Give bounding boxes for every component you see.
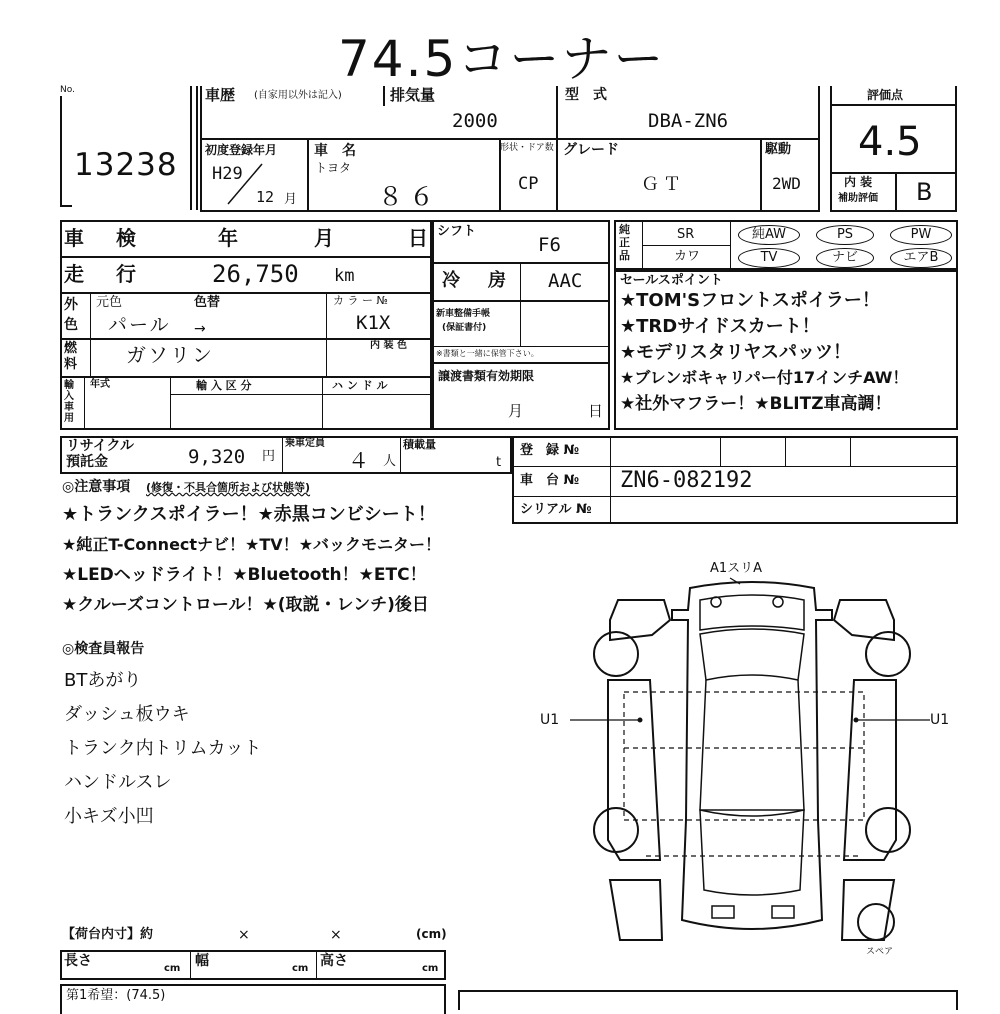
inspection-label: 車 検	[64, 226, 142, 250]
first-reg-month: 12	[256, 188, 275, 206]
inspector-line: BTあがり	[64, 670, 142, 691]
reg-no-label: 登 録 №	[520, 443, 580, 458]
sales-line: ★TRDサイドスカート！	[620, 316, 820, 337]
cargo-times: ×	[330, 927, 342, 943]
mileage-unit: km	[334, 266, 355, 286]
wish-label: 第1希望：(74.5)	[66, 988, 166, 1003]
registration-col	[610, 436, 611, 524]
inspection-year: 年	[218, 226, 238, 250]
shift-label: シフト	[437, 224, 477, 239]
model-label: 型 式	[565, 87, 607, 103]
note-line: ★LEDヘッドライト！★Bluetooth！★ETC！	[62, 565, 427, 585]
inspector-line: 小キズ小凹	[64, 806, 154, 827]
ac-label: 冷 房	[442, 270, 511, 291]
interior-label-2: 補助評価	[838, 193, 878, 204]
inspector-label: ◎検査員報告	[62, 641, 145, 657]
mileage-label: 走 行	[64, 262, 142, 286]
capacity-value: ４	[348, 449, 369, 473]
sales-line: ★社外マフラー！★BLITZ車高調！	[620, 394, 892, 414]
recycle-col	[400, 436, 401, 474]
import-rule	[170, 394, 432, 395]
equipment-power-steering: PS	[816, 225, 874, 245]
score-col	[895, 172, 897, 212]
cargo-length-label: 長さ	[64, 953, 92, 969]
mileage-value: 26,750	[212, 260, 299, 288]
equipment-rule	[642, 245, 730, 246]
history-note: (自家用以外は記入)	[254, 90, 342, 101]
first-reg-year: H29	[212, 164, 243, 184]
new-car-label-2: (保証書付)	[442, 323, 487, 333]
divider	[196, 86, 198, 210]
color-no-value: K1X	[356, 312, 391, 334]
lot-number: 13238	[74, 147, 178, 183]
cargo-col	[316, 950, 317, 980]
recycle-col	[282, 436, 283, 474]
model-year-label: 年式	[90, 379, 110, 390]
cargo-unit: (cm)	[416, 927, 447, 941]
inspector-line: トランク内トリムカット	[64, 738, 262, 759]
sales-label: セールスポイント	[620, 273, 723, 288]
inspection-month: 月	[314, 226, 334, 250]
recycle-label-2: 預託金	[66, 454, 108, 470]
no-label: No.	[60, 85, 75, 95]
notes-sub: (修復・不具合箇所および状態等)	[146, 481, 311, 494]
car-name: ８６	[378, 182, 441, 211]
sales-line: ★モデリスタリヤスパッツ！	[620, 342, 852, 363]
spec-rule	[432, 346, 610, 347]
interior-label-1: 内 装	[844, 175, 873, 189]
inspection-day: 日	[408, 226, 428, 250]
shape-value: CP	[518, 174, 539, 194]
page-title: 74.5コーナー	[338, 30, 666, 88]
cargo-frame	[60, 950, 446, 980]
import-col	[84, 376, 85, 430]
displacement-value: 2000	[452, 110, 498, 132]
cargo-label: 【荷台内寸】約	[62, 927, 154, 942]
score-label: 評価点	[867, 88, 904, 102]
equipment-col	[730, 220, 731, 270]
shape-label: 形状・ドア数	[500, 143, 554, 153]
bracket-left	[60, 96, 62, 206]
equipment-alloy-wheel: 純AW	[738, 225, 800, 245]
header-col	[307, 138, 309, 212]
diagram-mark-left: U1	[540, 712, 560, 728]
recycle-value: 9,320	[188, 446, 246, 468]
import-col	[170, 376, 171, 430]
spec-rule	[60, 376, 432, 378]
color-side-label-1: 外	[64, 297, 78, 313]
cargo-cm: cm	[422, 963, 439, 974]
registration-rule	[512, 496, 958, 497]
spare-label: スペア	[866, 947, 894, 957]
color-side-label-2: 色	[64, 317, 78, 333]
header-rule	[200, 138, 820, 140]
note-line: ★トランクスポイラー！★赤黒コンビシート！	[62, 504, 436, 525]
keep-note: ※書類と一緒に保管下さい。	[436, 349, 539, 358]
spec-rule	[326, 338, 432, 339]
interior-color-label: 内 装 色	[370, 340, 407, 351]
equipment-sr: SR	[677, 227, 695, 242]
recycle-unit: 円	[262, 449, 276, 464]
registration-col	[785, 436, 786, 466]
score-rule	[830, 210, 957, 212]
cargo-height-label: 高さ	[320, 953, 348, 969]
spec-col	[326, 292, 327, 376]
sales-line: ★ブレンボキャリパー付17インチAW！	[620, 368, 909, 387]
spec-col	[520, 300, 521, 346]
capacity-label: 乗車定員	[285, 438, 325, 449]
equipment-power-window: PW	[890, 225, 952, 245]
fuel-value: ガソリン	[126, 343, 214, 367]
new-car-label-1: 新車整備手帳	[436, 309, 491, 319]
header-col	[818, 86, 820, 212]
load-unit: t	[496, 455, 502, 470]
color-arrow: →	[194, 321, 206, 337]
model-value: DBA-ZN6	[648, 110, 729, 132]
spec-rule	[432, 362, 610, 364]
note-line: ★純正T-Connectナビ！★TV！★バックモニター！	[62, 535, 442, 554]
equipment-airbag: エアB	[890, 248, 952, 268]
transfer-month: 月	[508, 402, 524, 420]
spec-col	[520, 262, 521, 300]
transfer-label: 譲渡書類有効期限	[438, 369, 535, 383]
registration-rule	[512, 466, 958, 467]
import-col	[322, 376, 323, 430]
capacity-unit: 人	[383, 454, 397, 469]
header-col	[760, 138, 762, 212]
chassis-label: 車 台 №	[520, 473, 580, 488]
load-label: 積載量	[403, 438, 436, 451]
history-label: 車歴	[205, 86, 236, 104]
handle-label: ハ ン ド ル	[332, 379, 388, 392]
equipment-leather: カワ	[674, 249, 701, 264]
cargo-col	[190, 950, 191, 980]
cargo-width-label: 幅	[195, 953, 209, 969]
orig-color-value: パール	[108, 314, 171, 336]
lower-right-frame	[458, 990, 958, 1010]
chassis-value: ZN6-082192	[620, 468, 753, 493]
header-col	[200, 86, 202, 212]
car-damage-diagram	[540, 560, 970, 960]
drive-label: 駆動	[765, 142, 792, 157]
color-change-label: 色替	[194, 295, 221, 310]
car-name-label: 車 名	[314, 143, 356, 159]
divider	[190, 86, 192, 210]
import-type-label: 輸 入 区 分	[196, 379, 252, 392]
diagram-mark-top: A1スリA	[710, 561, 763, 576]
grade-value: ＧＴ	[641, 174, 685, 195]
registration-col	[720, 436, 721, 466]
spec-rule	[432, 262, 610, 264]
header-rule	[200, 210, 820, 212]
cargo-cm: cm	[292, 963, 309, 974]
equipment-tv: TV	[738, 248, 800, 268]
bracket-foot	[60, 205, 72, 207]
score-value: 4.5	[858, 119, 922, 165]
orig-color-label: 元色	[96, 295, 123, 310]
diagram-mark-right: U1	[930, 712, 950, 728]
spec-rule	[60, 256, 432, 258]
notes-label: ◎注意事項	[62, 479, 131, 495]
score-rule	[830, 172, 957, 174]
fuel-label-2: 料	[64, 357, 78, 372]
registration-col	[850, 436, 851, 466]
shift-value: F6	[538, 234, 561, 256]
first-reg-label: 初度登録年月	[205, 143, 278, 157]
maker: トヨタ	[315, 161, 352, 175]
interior-value: B	[916, 178, 933, 206]
serial-label: シリアル №	[520, 502, 592, 517]
displacement-label: 排気量	[390, 86, 436, 104]
inspector-line: ダッシュ板ウキ	[64, 704, 190, 725]
inspector-line: ハンドルスレ	[64, 772, 172, 793]
note-line: ★クルーズコントロール！★(取説・レンチ)後日	[62, 595, 429, 615]
equipment-navi: ナビ	[816, 248, 874, 268]
sales-line: ★TOM'Sフロントスポイラー！	[620, 290, 880, 311]
fuel-label-1: 燃	[64, 341, 78, 356]
spec-col	[90, 292, 91, 376]
import-label: 輸入車用	[64, 380, 74, 424]
header-col	[383, 86, 385, 106]
grade-label: グレード	[563, 142, 619, 158]
drive-value: 2WD	[772, 174, 801, 193]
header-col	[556, 86, 558, 212]
cargo-times: ×	[238, 927, 250, 943]
color-no-label: カ ラ ー №	[333, 294, 388, 307]
genuine-label: 純正品	[619, 223, 630, 262]
transfer-day: 日	[588, 402, 604, 420]
spec-rule	[432, 300, 610, 302]
recycle-label-1: リサイクル	[66, 438, 135, 454]
month-unit: 月	[284, 192, 298, 207]
cargo-cm: cm	[164, 963, 181, 974]
score-rule	[830, 104, 957, 106]
ac-value: AAC	[548, 270, 583, 292]
